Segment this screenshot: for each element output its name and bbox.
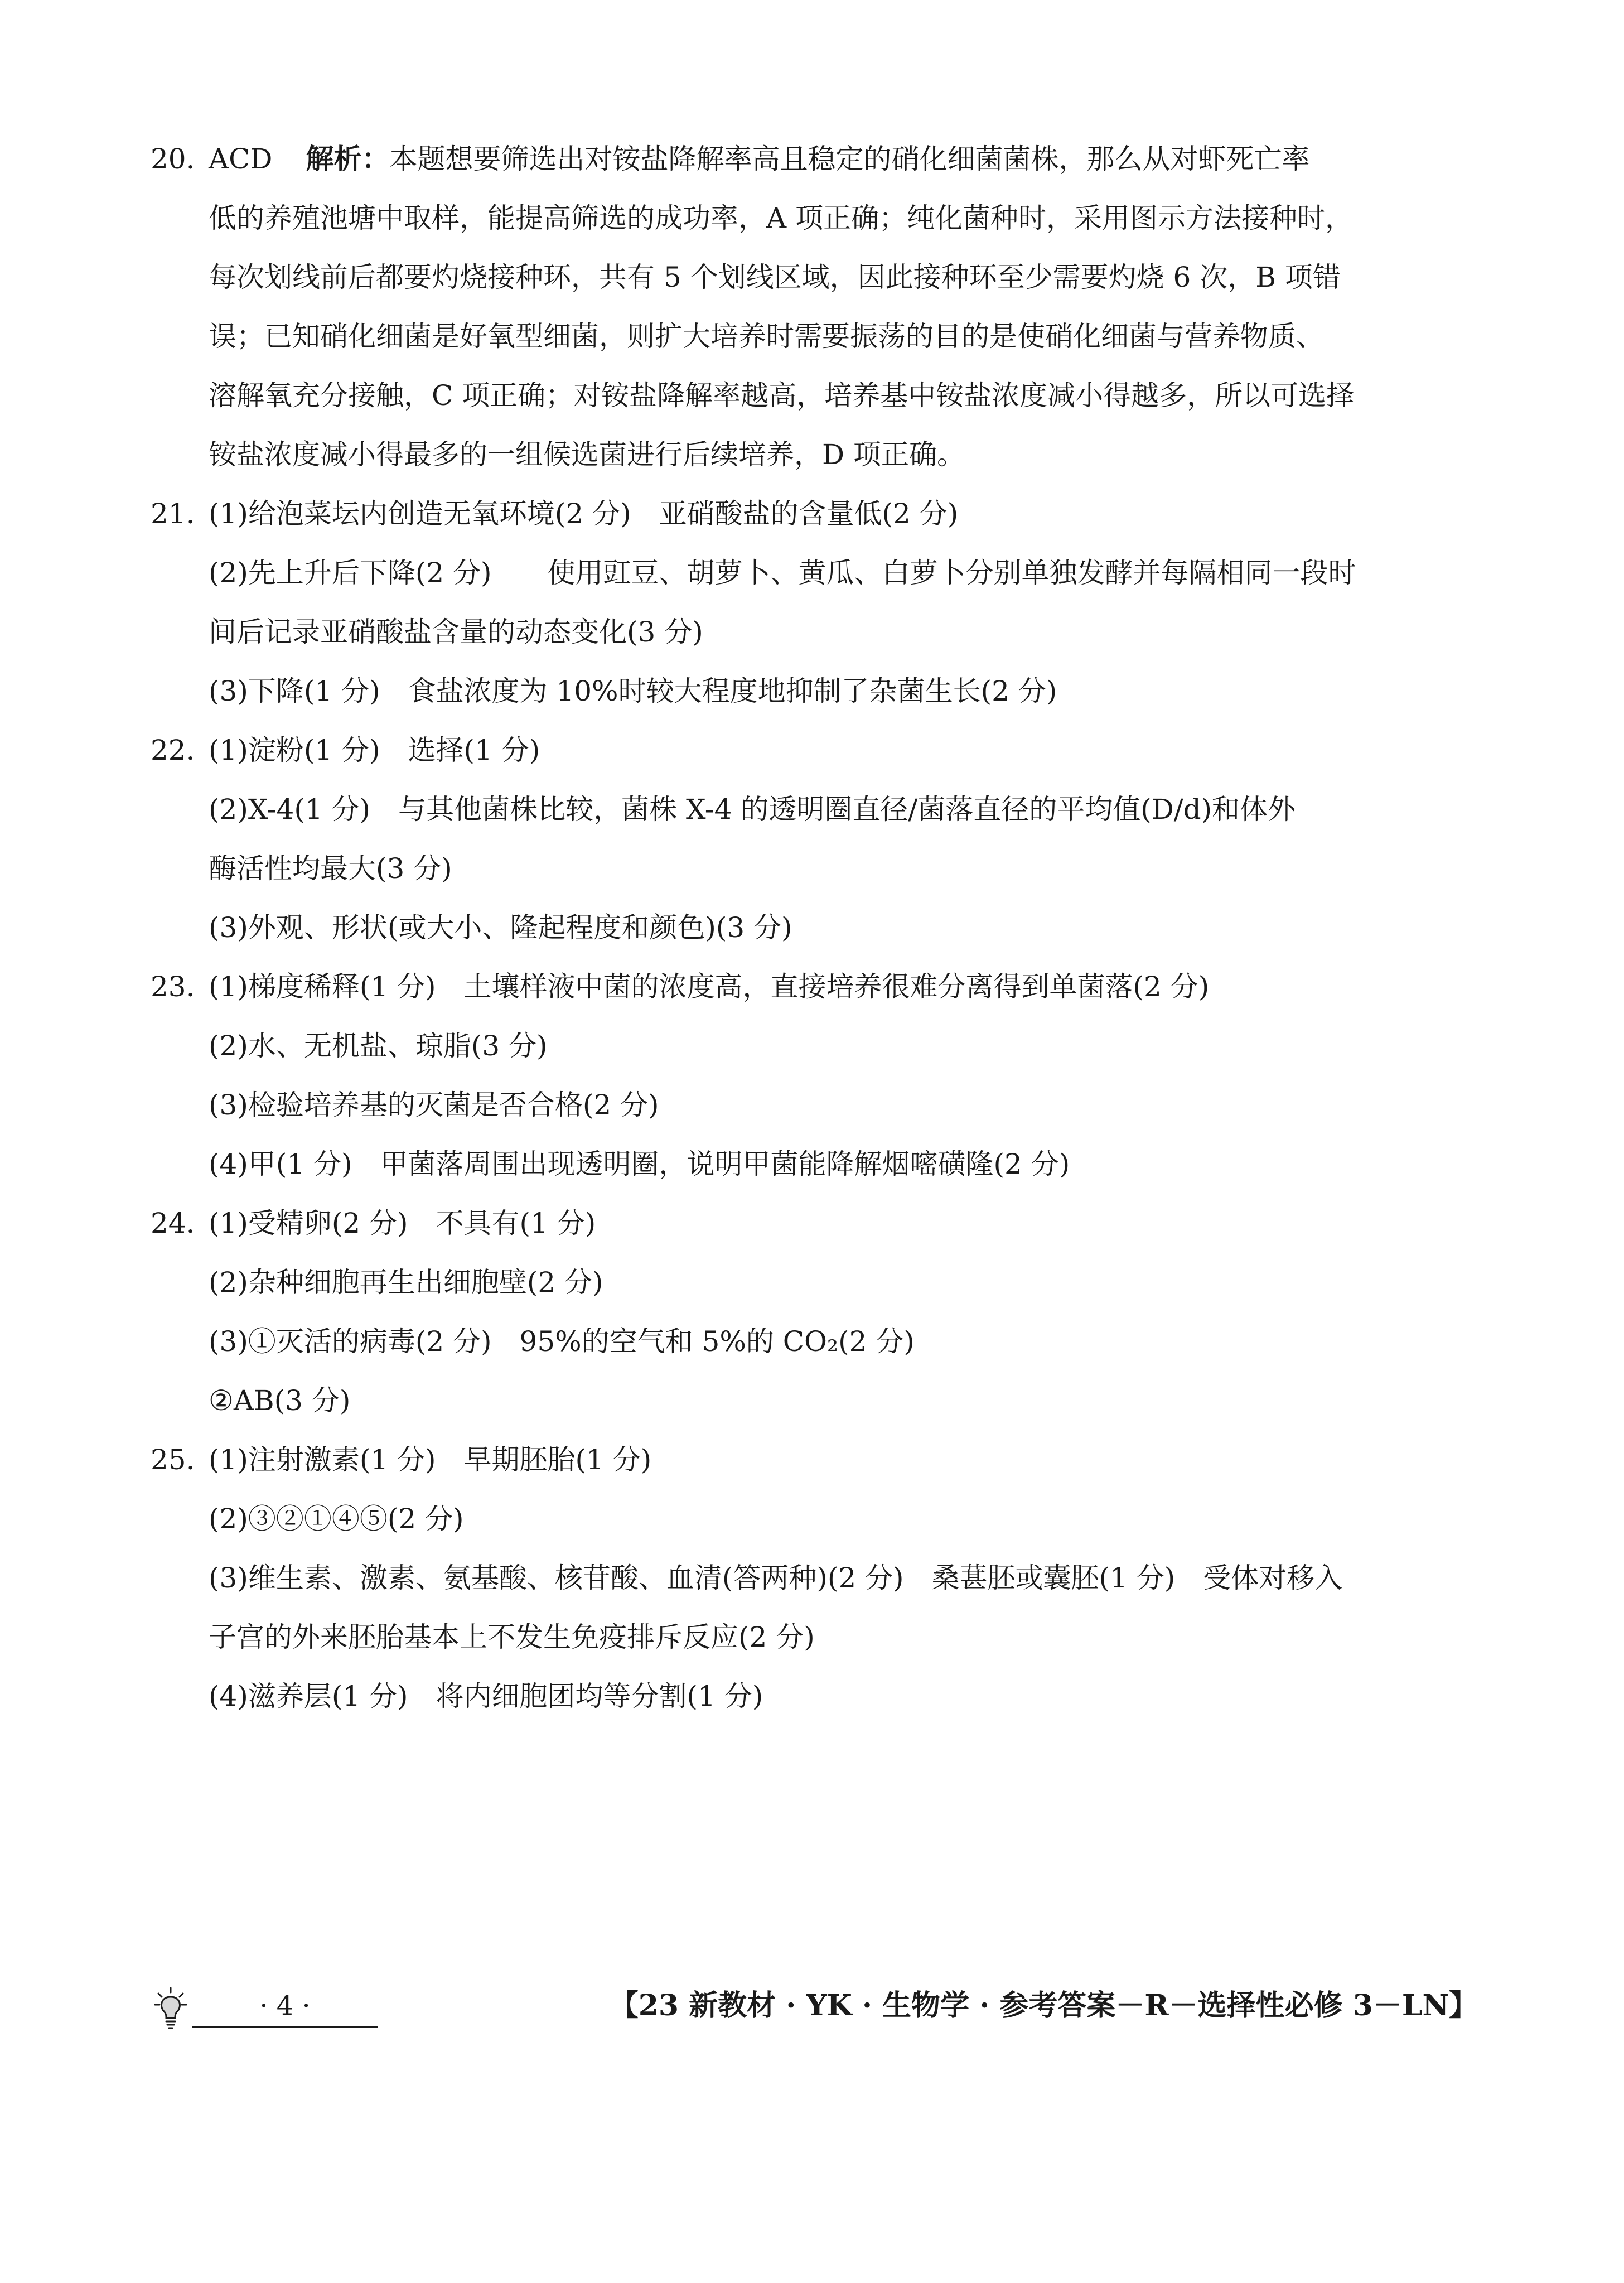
q25-line-4: 子宫的外来胚胎基本上不发生免疫排斥反应(2 分) (209, 1621, 815, 1653)
q22-line-3: 酶活性均最大(3 分) (209, 852, 452, 885)
q20-line-2: 低的养殖池塘中取样，能提高筛选的成功率，A 项正确；纯化菌种时，采用图示方法接种时， (209, 202, 1353, 234)
q20-text-1: 本题想要筛选出对铵盐降解率高且稳定的硝化细菌菌株，那么从对虾死亡率 (389, 143, 1310, 175)
q21-line-3: 间后记录亚硝酸盐含量的动态变化(3 分) (209, 616, 703, 648)
q25-line-2: (2)③②①④⑤(2 分) (209, 1503, 464, 1535)
q24-line-2: (2)杂种细胞再生出细胞壁(2 分) (209, 1266, 603, 1299)
q23-line-1 (151, 957, 1478, 1016)
q23-line-4: (4)甲(1 分) 甲菌落周围出现透明圈，说明甲菌能降解烟嘧磺隆(2 分) (209, 1148, 1070, 1180)
q24-line-4: ②AB(3 分) (209, 1384, 351, 1417)
q22-line-4: (3)外观、形状(或大小、隆起程度和颜色)(3 分) (209, 911, 792, 944)
q21-line-2: (2)先上升后下降(2 分) 使用豇豆、胡萝卜、黄瓜、白萝卜分别单独发酵并每隔相同一段时 (209, 557, 1356, 589)
q23-line-3: (3)检验培养基的灭菌是否合格(2 分) (209, 1089, 659, 1121)
q20-line-5: 溶解氧充分接触，C 项正确；对铵盐降解率越高，培养基中铵盐浓度减小得越多，所以可选择 (209, 379, 1355, 412)
page-footer (0, 1986, 1624, 2053)
q23-text-1: (1)梯度稀释(1 分) 土壤样液中菌的浓度高，直接培养很难分离得到单菌落(2 分) (209, 971, 1210, 1003)
q21-line-4: (3)下降(1 分) 食盐浓度为 10%时较大程度地抑制了杂菌生长(2 分) (209, 675, 1057, 707)
q24-number: 24. (151, 1207, 195, 1239)
q20-line-4: 误；已知硝化细菌是好氧型细菌，则扩大培养时需要振荡的目的是使硝化细菌与营养物质、 (209, 320, 1324, 353)
q22-line-1 (151, 721, 1478, 780)
q25-line-3: (3)维生素、激素、氨基酸、核苷酸、血清(答两种)(2 分) 桑葚胚或囊胚(1 分) 受体对移入 (209, 1562, 1343, 1594)
q20-line-1 (151, 129, 1478, 189)
q22-number: 22. (151, 734, 195, 766)
q20-number: 20. (151, 143, 195, 175)
q24-text-1: (1)受精卵(2 分) 不具有(1 分) (209, 1207, 596, 1239)
q23-line-2: (2)水、无机盐、琼脂(3 分) (209, 1030, 548, 1062)
q22-line-2: (2)X-4(1 分) 与其他菌株比较，菌株 X-4 的透明圈直径/菌落直径的平均值(D/d)和体外 (209, 793, 1296, 826)
q25-line-1 (151, 1430, 1478, 1489)
lightbulb-icon (154, 1987, 187, 2031)
q21-text-1: (1)给泡菜坛内创造无氧环境(2 分) 亚硝酸盐的含量低(2 分) (209, 498, 959, 530)
q20-line-6: 铵盐浓度减小得最多的一组候选菌进行后续培养，D 项正确。 (209, 438, 965, 471)
q21-number: 21. (151, 498, 195, 530)
q24-line-3: (3)①灭活的病毒(2 分) 95%的空气和 5%的 CO₂(2 分) (209, 1325, 915, 1358)
q25-number: 25. (151, 1444, 195, 1476)
q21-line-1 (151, 484, 1478, 543)
page-number: · 4 · (192, 1986, 378, 2028)
q20-answer: ACD (209, 143, 273, 175)
q22-text-1: (1)淀粉(1 分) 选择(1 分) (209, 734, 540, 766)
q24-line-1 (151, 1194, 1478, 1253)
q20-label: 解析： (306, 142, 390, 175)
q20-line-3: 每次划线前后都要灼烧接种环，共有 5 个划线区域，因此接种环至少需要灼烧 6 次，B 项错 (209, 261, 1341, 293)
q23-number: 23. (151, 971, 195, 1003)
footer-title: 【23 新教材 · YK · 生物学 · 参考答案－R－选择性必修 3－LN】 (609, 1988, 1478, 2023)
q25-text-1: (1)注射激素(1 分) 早期胚胎(1 分) (209, 1444, 652, 1476)
answer-content (151, 129, 1478, 1726)
q25-line-5: (4)滋养层(1 分) 将内细胞团均等分割(1 分) (209, 1680, 763, 1712)
